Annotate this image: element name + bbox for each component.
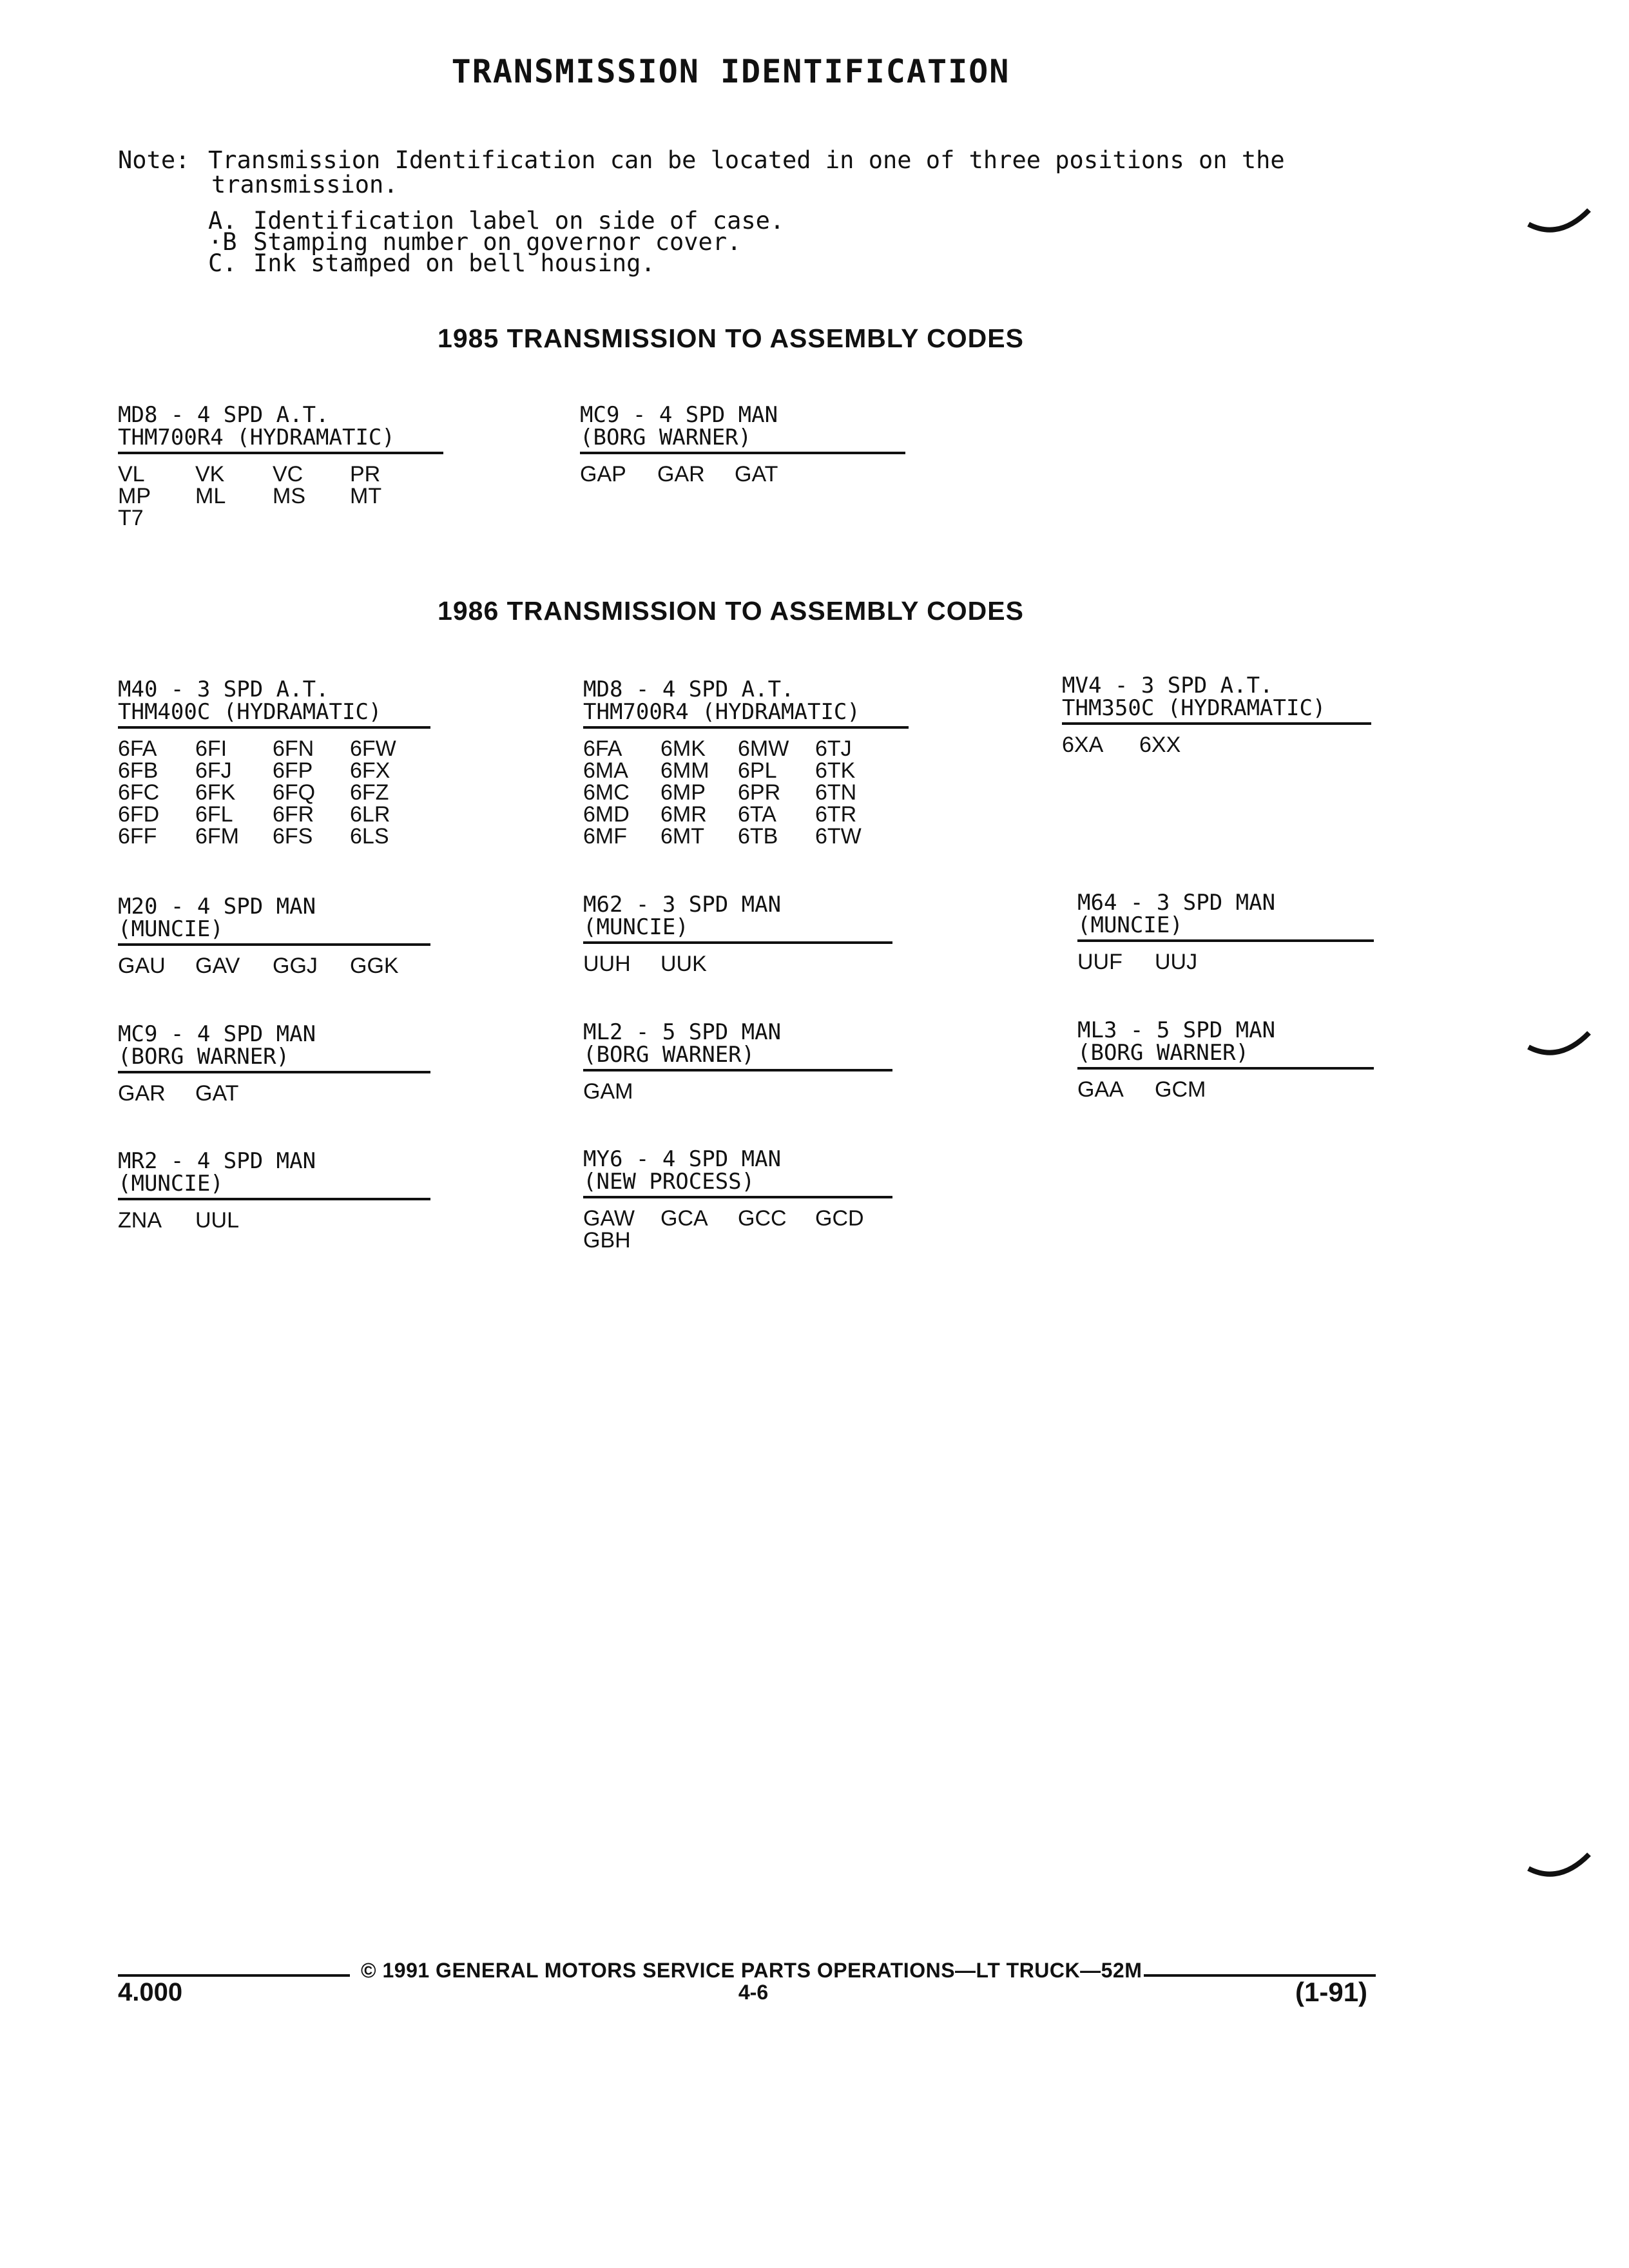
transmission-model: MC9 - 4 SPD MAN: [118, 1021, 316, 1047]
transmission-block: [583, 894, 892, 975]
assembly-code: GAU: [118, 954, 166, 978]
assembly-code: MS: [273, 484, 305, 508]
assembly-code: 6FS: [273, 824, 313, 849]
header-rule: [1077, 1067, 1374, 1070]
assembly-code: 6LS: [350, 824, 389, 849]
header-rule: [583, 726, 909, 729]
transmission-type: (BORG WARNER): [1077, 1040, 1249, 1066]
assembly-code: 6FR: [273, 802, 314, 827]
footer-section-number: 4.000: [118, 1978, 183, 2006]
assembly-code: GAV: [195, 954, 240, 978]
assembly-code: GAR: [657, 462, 705, 486]
assembly-code: 6FK: [195, 780, 236, 805]
assembly-code: ZNA: [118, 1208, 162, 1233]
transmission-type: (BORG WARNER): [118, 1044, 290, 1070]
assembly-codes: [118, 1209, 430, 1231]
assembly-codes: [583, 1207, 892, 1251]
assembly-code: 6FA: [583, 736, 622, 761]
assembly-code: 6FP: [273, 758, 313, 783]
assembly-code: 6TR: [815, 802, 857, 827]
transmission-block: [118, 404, 443, 529]
transmission-model: M40 - 3 SPD A.T.: [118, 677, 329, 702]
assembly-codes: [583, 1081, 892, 1102]
edge-mark-icon: [1527, 1849, 1592, 1888]
assembly-code: 6FC: [118, 780, 160, 805]
header-rule: [1062, 722, 1371, 725]
header-rule: [118, 726, 430, 729]
assembly-code: GGJ: [273, 954, 318, 978]
transmission-type: THM400C (HYDRAMATIC): [118, 699, 382, 725]
note-item: [208, 249, 1285, 277]
transmission-block: [583, 678, 909, 847]
transmission-model: MC9 - 4 SPD MAN: [580, 402, 778, 428]
assembly-code: 6FN: [273, 736, 314, 761]
note-item-letter: C.: [208, 249, 237, 277]
assembly-codes: [1077, 951, 1374, 973]
assembly-code: 6MF: [583, 824, 627, 849]
note-item-text: Stamping number on governor cover.: [253, 228, 742, 256]
assembly-code: GCA: [660, 1206, 708, 1231]
header-rule: [580, 452, 905, 454]
assembly-codes: [1077, 1079, 1374, 1100]
assembly-code: 6MR: [660, 802, 707, 827]
footer-date-code: (1-91): [1295, 1977, 1368, 2007]
transmission-model: MD8 - 4 SPD A.T.: [583, 677, 795, 702]
transmission-block: [118, 1023, 430, 1104]
assembly-code: 6MT: [660, 824, 704, 849]
assembly-code: VC: [273, 462, 304, 486]
assembly-code: 6TB: [738, 824, 778, 849]
assembly-code: 6LR: [350, 802, 390, 827]
edge-mark-icon: [1527, 1028, 1592, 1066]
assembly-code: GCM: [1155, 1077, 1206, 1102]
transmission-type: (BORG WARNER): [583, 1042, 755, 1068]
header-rule: [118, 1198, 430, 1200]
assembly-code: UUF: [1077, 950, 1123, 974]
assembly-code: ML: [195, 484, 226, 508]
header-rule: [118, 943, 430, 946]
assembly-code: 6TK: [815, 758, 856, 783]
assembly-code: UUL: [195, 1208, 240, 1233]
assembly-code: 6TN: [815, 780, 857, 805]
transmission-type: (MUNCIE): [118, 1171, 224, 1196]
transmission-block: [583, 1148, 892, 1251]
assembly-code: 6PL: [738, 758, 777, 783]
transmission-model: MV4 - 3 SPD A.T.: [1062, 673, 1273, 698]
assembly-code: 6PR: [738, 780, 781, 805]
transmission-type: (NEW PROCESS): [583, 1169, 755, 1195]
assembly-codes: [583, 953, 892, 975]
assembly-code: GCD: [815, 1206, 864, 1231]
transmission-model: M62 - 3 SPD MAN: [583, 892, 782, 918]
assembly-code: GAP: [580, 462, 626, 486]
transmission-type: (MUNCIE): [1077, 912, 1183, 938]
section-heading-1986: 1986 TRANSMISSION TO ASSEMBLY CODES: [438, 596, 1024, 626]
assembly-code: 6FD: [118, 802, 160, 827]
assembly-code: GAA: [1077, 1077, 1124, 1102]
assembly-code: GAT: [735, 462, 778, 486]
transmission-block: [118, 896, 430, 977]
assembly-code: GAM: [583, 1079, 633, 1104]
transmission-type: THM700R4 (HYDRAMATIC): [583, 699, 860, 725]
transmission-block: [1077, 1019, 1374, 1100]
assembly-code: GCC: [738, 1206, 787, 1231]
assembly-code: GGK: [350, 954, 399, 978]
assembly-code: 6FX: [350, 758, 390, 783]
transmission-block: [580, 404, 905, 485]
note-line-1: Transmission Identification can be located in one of three positions on the: [208, 146, 1285, 174]
section-heading-1985: 1985 TRANSMISSION TO ASSEMBLY CODES: [438, 323, 1024, 353]
assembly-code: T7: [118, 506, 144, 530]
note-item-letter: ·B: [208, 228, 237, 256]
assembly-code: VL: [118, 462, 145, 486]
edge-mark-icon: [1527, 205, 1592, 244]
assembly-code: PR: [350, 462, 381, 486]
assembly-code: 6MP: [660, 780, 706, 805]
footer-page-number: 4-6: [738, 1981, 769, 2004]
assembly-code: 6FB: [118, 758, 159, 783]
assembly-code: 6MC: [583, 780, 630, 805]
assembly-codes: [118, 955, 430, 977]
assembly-codes: [118, 1082, 430, 1104]
assembly-codes: [580, 463, 905, 485]
assembly-code: 6MA: [583, 758, 628, 783]
header-rule: [1077, 939, 1374, 942]
assembly-code: MP: [118, 484, 151, 508]
page-title: TRANSMISSION IDENTIFICATION: [451, 53, 1010, 90]
assembly-code: 6TW: [815, 824, 862, 849]
transmission-model: MD8 - 4 SPD A.T.: [118, 402, 329, 428]
assembly-code: 6FM: [195, 824, 239, 849]
assembly-code: GAW: [583, 1206, 635, 1231]
assembly-code: 6FI: [195, 736, 227, 761]
assembly-code: GAT: [195, 1081, 239, 1106]
footer-rule-left: [118, 1974, 350, 1977]
assembly-codes: [583, 738, 909, 847]
transmission-model: ML2 - 5 SPD MAN: [583, 1019, 782, 1045]
header-rule: [583, 1196, 892, 1198]
header-rule: [583, 941, 892, 944]
assembly-code: GAR: [118, 1081, 166, 1106]
header-rule: [118, 1071, 430, 1073]
assembly-code: 6TA: [738, 802, 776, 827]
footer-copyright: © 1991 GENERAL MOTORS SERVICE PARTS OPERATIONS—LT TRUCK—52M: [361, 1959, 1142, 1982]
header-rule: [118, 452, 443, 454]
assembly-code: 6XX: [1139, 733, 1181, 757]
transmission-block: [1062, 675, 1371, 756]
assembly-code: VK: [195, 462, 225, 486]
assembly-code: 6FF: [118, 824, 157, 849]
assembly-code: 6MK: [660, 736, 706, 761]
assembly-code: 6FW: [350, 736, 396, 761]
transmission-type: (MUNCIE): [583, 914, 689, 940]
assembly-code: UUH: [583, 952, 631, 976]
note-line-2: transmission.: [211, 171, 398, 198]
transmission-block: [1077, 892, 1374, 973]
assembly-code: 6FL: [195, 802, 233, 827]
transmission-model: ML3 - 5 SPD MAN: [1077, 1017, 1276, 1043]
note-item-letter: A.: [208, 207, 237, 235]
assembly-code: 6XA: [1062, 733, 1104, 757]
note: [118, 146, 1285, 277]
assembly-code: 6MM: [660, 758, 709, 783]
note-items: [118, 207, 1285, 277]
assembly-code: 6TJ: [815, 736, 852, 761]
assembly-code: 6MW: [738, 736, 789, 761]
assembly-code: 6FQ: [273, 780, 316, 805]
assembly-code: 6FJ: [195, 758, 232, 783]
transmission-model: M64 - 3 SPD MAN: [1077, 890, 1276, 916]
assembly-codes: [1062, 734, 1371, 756]
transmission-model: MY6 - 4 SPD MAN: [583, 1146, 782, 1172]
note-item-text: Identification label on side of case.: [253, 207, 785, 235]
assembly-codes: [118, 463, 443, 529]
assembly-codes: [118, 738, 430, 847]
transmission-model: M20 - 4 SPD MAN: [118, 894, 316, 919]
transmission-block: [118, 678, 430, 847]
assembly-code: 6FZ: [350, 780, 389, 805]
header-rule: [583, 1069, 892, 1072]
assembly-code: UUK: [660, 952, 707, 976]
transmission-type: THM350C (HYDRAMATIC): [1062, 695, 1326, 721]
note-item-text: Ink stamped on bell housing.: [253, 249, 655, 277]
assembly-code: UUJ: [1155, 950, 1198, 974]
transmission-type: (BORG WARNER): [580, 425, 752, 450]
transmission-type: (MUNCIE): [118, 916, 224, 942]
note-label: Note:: [118, 146, 190, 174]
assembly-code: GBH: [583, 1228, 631, 1253]
transmission-type: THM700R4 (HYDRAMATIC): [118, 425, 395, 450]
transmission-block: [583, 1021, 892, 1102]
assembly-code: 6FA: [118, 736, 157, 761]
transmission-model: MR2 - 4 SPD MAN: [118, 1148, 316, 1174]
assembly-code: 6MD: [583, 802, 630, 827]
assembly-code: MT: [350, 484, 382, 508]
transmission-block: [118, 1150, 430, 1231]
